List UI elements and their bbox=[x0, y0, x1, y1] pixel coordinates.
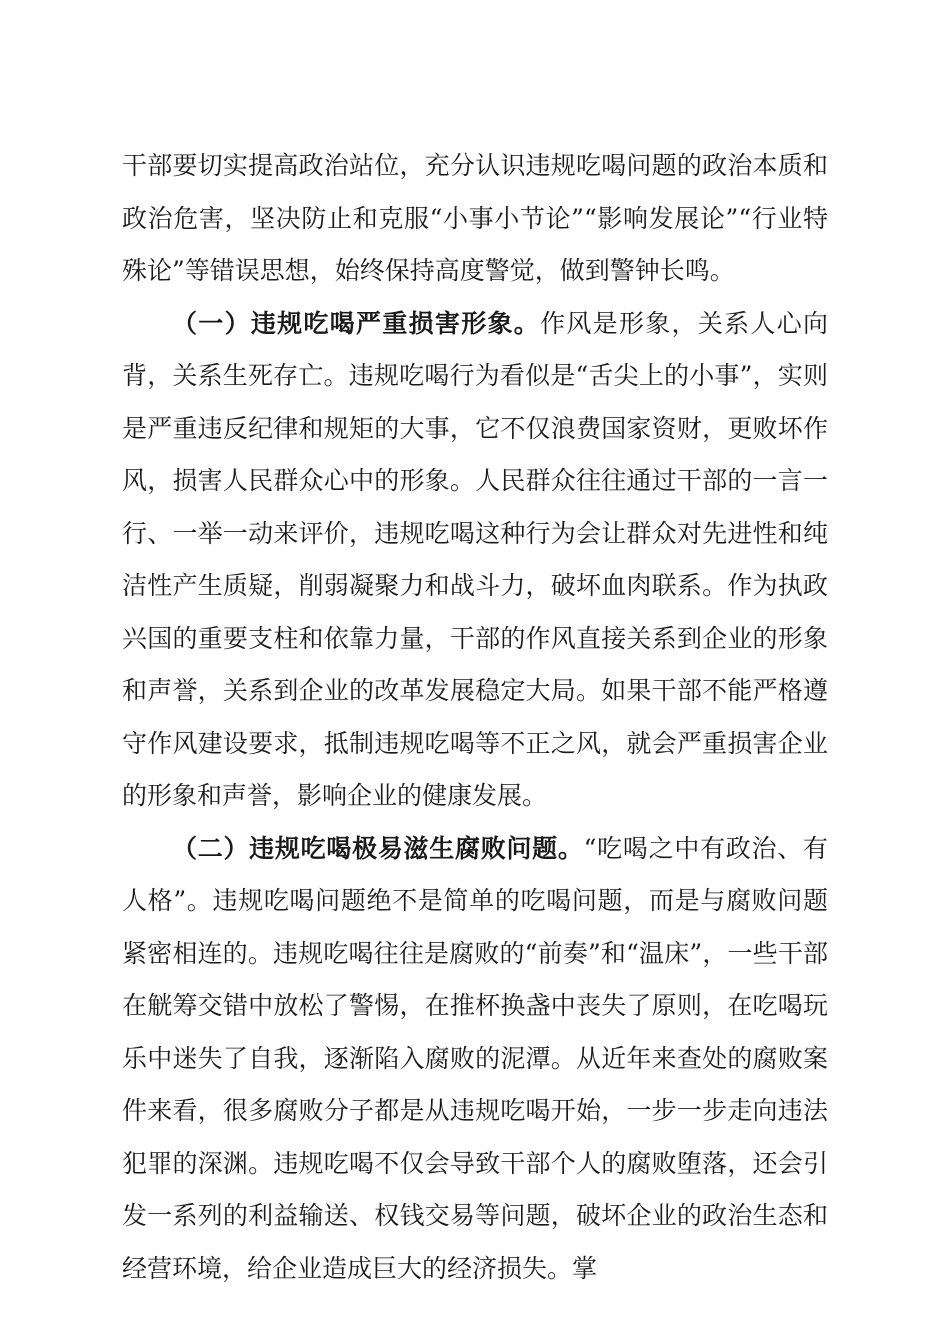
paragraph-intro bbox=[122, 140, 828, 298]
section-one-heading: （一）违规吃喝严重损害形象。 bbox=[172, 308, 541, 338]
paragraph-section-two bbox=[122, 823, 828, 1296]
section-two-heading: （二）违规吃喝极易滋生腐败问题。 bbox=[172, 833, 584, 863]
body-text bbox=[122, 140, 828, 1295]
paragraph-intro-text: 干部要切实提高政治站位，充分认识违规吃喝问题的政治本质和政治危害，坚决防止和克服“小事小节论”“影响发展论”“行业特殊论”等错误思想，始终保持高度警觉，做到警钟长鸣。 bbox=[122, 151, 828, 285]
section-one-text: 作风是形象，关系人心向背，关系生死存亡。违规吃喝行为看似是“舌尖上的小事”，实则是严重违反纪律和规矩的大事，它不仅浪费国家资财，更败坏作风，损害人民群众心中的形象。人民群众往往通过干部的一言一行、一举一动来评价，违规吃喝这种行为会让群众对先进性和纯洁性产生质疑，削弱凝聚力和战斗力，破坏血肉联系。作为执政兴国的重要支柱和依靠力量，干部的作风直接关系到企业的形象和声誉，关系到企业的改革发展稳定大局。如果干部不能严格遵守作风建设要求，抵制违规吃喝等不正之风，就会严重损害企业的形象和声誉，影响企业的健康发展。 bbox=[122, 308, 828, 810]
section-two-text: “吃喝之中有政治、有人格”。违规吃喝问题绝不是简单的吃喝问题，而是与腐败问题紧密相连的。违规吃喝往往是腐败的“前奏”和“温床”，一些干部在觥筹交错中放松了警惕，在推杯换盏中丧失了原则，在吃喝玩乐中迷失了自我，逐渐陷入腐败的泥潭。从近年来查处的腐败案件来看，很多腐败分子都是从违规吃喝开始，一步一步走向违法犯罪的深渊。违规吃喝不仅会导致干部个人的腐败堕落，还会引发一系列的利益输送、权钱交易等问题，破坏企业的政治生态和经营环境，给企业造成巨大的经济损失。掌 bbox=[122, 833, 828, 1283]
paragraph-section-one bbox=[122, 298, 828, 823]
